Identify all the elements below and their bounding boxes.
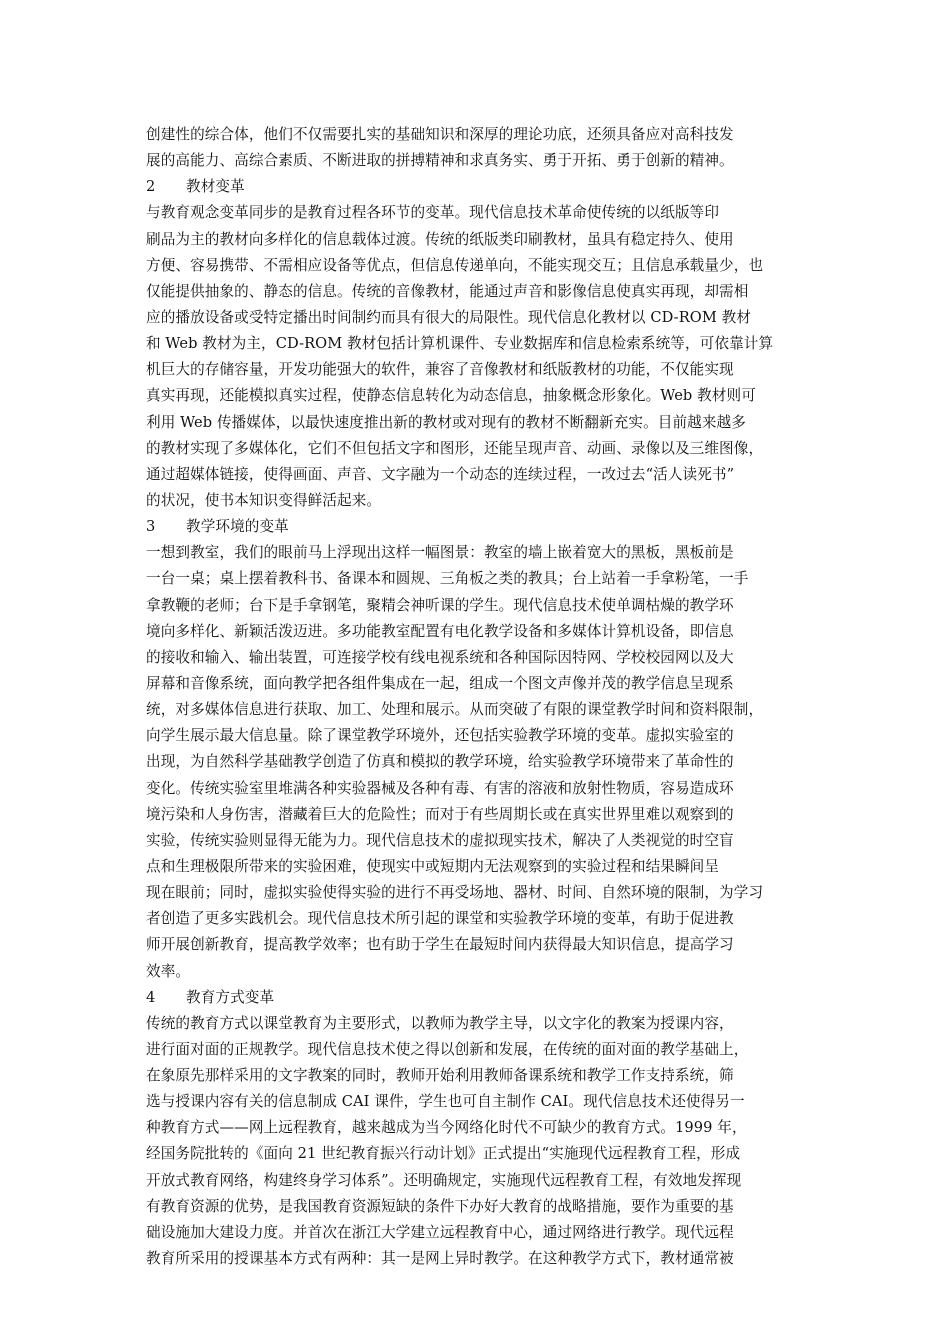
- text-line: 真实再现，还能模拟真实过程，使静态信息转化为动态信息，抽象概念形象化。Web 教材则可: [146, 387, 756, 405]
- text-line: 一想到教室，我们的眼前马上浮现出这样一幅图景：教室的墙上嵌着宽大的黑板，黑板前是: [146, 544, 734, 562]
- text-line: 和 Web 教材为主，CD-ROM 教材包括计算机课件、专业数据库和信息检索系统等，可依靠计算: [146, 335, 774, 353]
- text-line: 的状况，使书本知识变得鲜活起来。: [146, 491, 382, 509]
- section-number: 3: [146, 518, 156, 536]
- document-page: [146, 122, 826, 1272]
- text-line: 选与授课内容有关的信息制成 CAI 课件，学生也可自主制作 CAI。现代信息技术还使得另一: [146, 1093, 745, 1111]
- text-line: 刷品为主的教材向多样化的信息载体过渡。传统的纸版类印刷教材，虽具有稳定持久、使用: [146, 230, 734, 248]
- section-number: 4: [146, 988, 156, 1006]
- text-line: 础设施加大建设力度。并首次在浙江大学建立远程教育中心，通过网络进行教学。现代远程: [146, 1223, 734, 1241]
- text-line: 一台一桌；桌上摆着教科书、备课本和圆规、三角板之类的教具；台上站着一手拿粉笔，一手: [146, 570, 749, 588]
- text-line: 点和生理极限所带来的实验困难，使现实中或短期内无法观察到的实验过程和结果瞬间呈: [146, 857, 720, 875]
- text-line: 开放式教育网络，构建终身学习体系”。还明确规定，实施现代远程教育工程，有效地发挥现: [146, 1171, 742, 1189]
- text-line: 变化。传统实验室里堆满各种实验器械及各种有毒、有害的溶液和放射性物质，容易造成环: [146, 779, 734, 797]
- text-line: 种教育方式——网上远程教育，越来越成为当今网络化时代不可缺少的教育方式。1999 年，: [146, 1119, 747, 1137]
- text-line: 进行面对面的正规教学。现代信息技术使之得以创新和发展，在传统的面对面的教学基础上，: [146, 1040, 749, 1058]
- text-line: 出现，为自然科学基础教学创造了仿真和模拟的教学环境，给实验教学环境带来了革命性的: [146, 753, 734, 771]
- text-line: 的接收和输入、输出装置，可连接学校有线电视系统和各种国际因特网、学校校园网以及大: [146, 648, 734, 666]
- text-line: 方便、容易携带、不需相应设备等优点，但信息传递单向，不能实现交互；且信息承载量少，也: [146, 256, 764, 274]
- section-heading: [146, 174, 826, 200]
- text-line: 应的播放设备或受特定播出时间制约而具有很大的局限性。现代信息化教材以 CD-ROM 教材: [146, 308, 752, 326]
- text-line: 展的高能力、高综合素质、不断进取的拼搏精神和求真务实、勇于开拓、勇于创新的精神。: [146, 152, 734, 170]
- section-number: 2: [146, 178, 156, 196]
- text-line: 现在眼前；同时，虚拟实验使得实验的进行不再受场地、器材、时间、自然环境的限制，为学习: [146, 884, 764, 902]
- section-title: 教材变革: [186, 178, 245, 196]
- text-line: 在象原先那样采用的文字教案的同时，教师开始利用教师备课系统和教学工作支持系统，筛: [146, 1067, 734, 1085]
- text-line: 统，对多媒体信息进行获取、加工、处理和展示。从而突破了有限的课堂教学时间和资料限制，: [146, 701, 764, 719]
- text-line: 传统的教育方式以课堂教育为主要形式，以教师为教学主导，以文字化的教案为授课内容，: [146, 1014, 734, 1032]
- text-line: 机巨大的存储容量，开发功能强大的软件，兼容了音像教材和纸版教材的功能，不仅能实现: [146, 361, 734, 379]
- text-line: 屏幕和音像系统，面向教学把各组件集成在一起，组成一个图文声像并茂的教学信息呈现系: [146, 674, 734, 692]
- text-line: 的教材实现了多媒体化，它们不但包括文字和图形，还能呈现声音、动画、录像以及三维图像，: [146, 439, 764, 457]
- text-line: 境向多样化、新颖活泼迈进。多功能教室配置有电化教学设备和多媒体计算机设备，即信息: [146, 622, 734, 640]
- text-line: 向学生展示最大信息量。除了课堂教学环境外，还包括实验教学环境的变革。虚拟实验室的: [146, 727, 734, 745]
- text-line: 实验，传统实验则显得无能为力。现代信息技术的虚拟现实技术，解决了人类视觉的时空盲: [146, 831, 734, 849]
- text-line: 者创造了更多实践机会。现代信息技术所引起的课堂和实验教学环境的变革，有助于促进教: [146, 910, 734, 928]
- text-line: 利用 Web 传播媒体，以最快速度推出新的教材或对现有的教材不断翻新充实。目前越来越多: [146, 413, 746, 431]
- text-line: 仅能提供抽象的、静态的信息。传统的音像教材，能通过声音和影像信息使真实再现，却需相: [146, 282, 749, 300]
- text-line: 通过超媒体链接，使得画面、声音、文字融为一个动态的连续过程，一改过去“活人读死书”: [146, 465, 735, 483]
- text-line: 境污染和人身伤害，潜藏着巨大的危险性；而对于有些周期长或在真实世界里难以观察到的: [146, 805, 734, 823]
- text-line: 经国务院批转的《面向 21 世纪教育振兴行动计划》正式提出“实施现代远程教育工程，形成: [146, 1145, 741, 1163]
- text-line: 创建性的综合体，他们不仅需要扎实的基础知识和深厚的理论功底，还须具备应对高科技发: [146, 126, 734, 143]
- section-heading: [146, 514, 826, 540]
- section-title: 教育方式变革: [186, 988, 275, 1006]
- section-teaching-environment: [146, 514, 826, 985]
- section-teaching-materials: [146, 174, 826, 514]
- text-line: 有教育资源的优势，是我国教育资源短缺的条件下办好大教育的战略措施，要作为重要的基: [146, 1197, 734, 1215]
- text-line: 师开展创新教育，提高教学效率；也有助于学生在最短时间内获得最大知识信息，提高学习: [146, 936, 734, 954]
- intro-paragraph: [146, 122, 826, 174]
- section-title: 教学环境的变革: [186, 518, 289, 536]
- text-line: 与教育观念变革同步的是教育过程各环节的变革。现代信息技术革命使传统的以纸版等印: [146, 204, 720, 222]
- section-education-methods: [146, 985, 826, 1273]
- text-line: 教育所采用的授课基本方式有两种：其一是网上异时教学。在这种教学方式下，教材通常被: [146, 1250, 734, 1268]
- text-line: 拿教鞭的老师；台下是手拿钢笔，聚精会神听课的学生。现代信息技术使单调枯燥的教学环: [146, 596, 734, 614]
- text-line: 效率。: [146, 962, 191, 980]
- section-heading: [146, 985, 826, 1011]
